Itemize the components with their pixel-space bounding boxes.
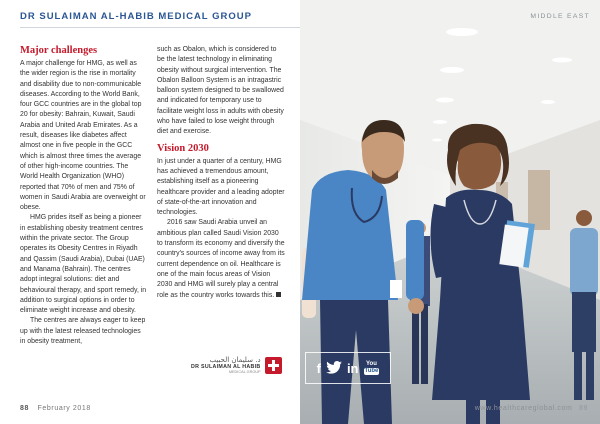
ceiling-light xyxy=(433,120,447,124)
paragraph-vision-1: In just under a quarter of a century, HMG has achieved a tremendous amount, establishing itself as a pioneering healthcare provider and a leading adopter of state-of-the-art innovation and technologies. xyxy=(157,157,285,217)
linkedin-icon[interactable]: in xyxy=(346,360,359,376)
paragraph-vision-2: 2016 saw Saudi Arabia unveil an ambitious plan called Saudi Vision 2030 to transform its economy and diversify the country's sources of income away from its current dependence on oil. Healthcare is one of the main focus areas of Vision 2030 and HMG will surely play a central role as the country works towards this. xyxy=(157,219,285,299)
ceiling-light xyxy=(440,67,464,73)
logo-english: DR SULAIMAN AL HABIB xyxy=(191,364,261,370)
paragraph-vision-2-wrap xyxy=(157,218,285,300)
header-divider xyxy=(20,27,300,28)
social-media-bar xyxy=(305,352,391,384)
page-number-right: 89 xyxy=(579,405,588,412)
youtube-tube: Tube xyxy=(364,368,379,374)
region-label: MIDDLE EAST xyxy=(530,13,590,20)
text-column-2 xyxy=(157,45,285,301)
issue-date: February 2018 xyxy=(37,405,91,412)
cross-logo-icon xyxy=(265,357,282,374)
end-mark-icon xyxy=(276,292,281,297)
website-url[interactable]: www.healthcareglobal.com xyxy=(474,405,573,412)
logo-subtitle: MEDICAL GROUP xyxy=(228,370,261,374)
ceiling-light xyxy=(436,98,454,103)
youtube-you: You xyxy=(366,361,377,367)
facebook-icon[interactable]: f xyxy=(316,360,321,376)
text-column-1 xyxy=(20,45,147,347)
heading-major-challenges: Major challenges xyxy=(20,45,98,56)
ceiling-light xyxy=(541,100,555,104)
ceiling-light xyxy=(552,58,572,63)
ceiling-light xyxy=(446,28,478,36)
hmg-logo xyxy=(191,356,282,375)
twitter-bird-svg xyxy=(326,361,342,374)
right-footer xyxy=(475,405,588,412)
page-number-left: 88 xyxy=(20,405,29,412)
door xyxy=(528,170,550,230)
publication-header: DR SULAIMAN AL-HABIB MEDICAL GROUP xyxy=(20,11,252,22)
heading-vision-2030: Vision 2030 xyxy=(157,142,209,154)
paragraph-challenges-3: The centres are always eager to keep up with the latest released technologies in obesity treatment, xyxy=(20,317,146,346)
left-footer xyxy=(20,405,91,412)
youtube-icon[interactable] xyxy=(364,361,380,375)
twitter-icon[interactable] xyxy=(326,361,342,376)
ceiling-light xyxy=(432,139,442,142)
logo-arabic: د. سليمان الحبيب xyxy=(209,356,261,364)
paragraph-obalon: such as Obalon, which is considered to be the latest technology in eliminating obesity without surgical intervention. The Obalon Balloon System is an intragastric balloon system designed to be swallowed and indicated for temporary use to facilitate weight loss in adults with obesity who have failed to lose weight through diet and exercise. xyxy=(157,46,284,136)
paragraph-challenges-2: HMG prides itself as being a pioneer in establishing obesity treatment centres within the private sector. The Group operates its Obesity Centres in Riyadh and Qassim (Saudi Arabia), Dubai (UAE) and Manama (Bahrain). The centres adopt integral solutions: diet and behavioural therapy, and sport remedy, in addition to surgical options in order to eliminate weight increase and obesity. xyxy=(20,214,147,315)
logo-text xyxy=(191,356,261,375)
paragraph-challenges-1: A major challenge for HMG, as well as the wider region is the rise in mortality and disability due to non-communicable diseases. According to the World Bank, four GCC countries are in the global top 20 for obesity: Bahrain, Kuwait, Saudi Arabia and United Arab Emirates. As a result, diseases like diabetes affect almost one in five people in the GCC which is almost three times the average of other high-income countries. The World Health Organization (WHO) reported that 70% of men and 75% of women in Saudi Arabia are overweight or obese. xyxy=(20,60,146,212)
